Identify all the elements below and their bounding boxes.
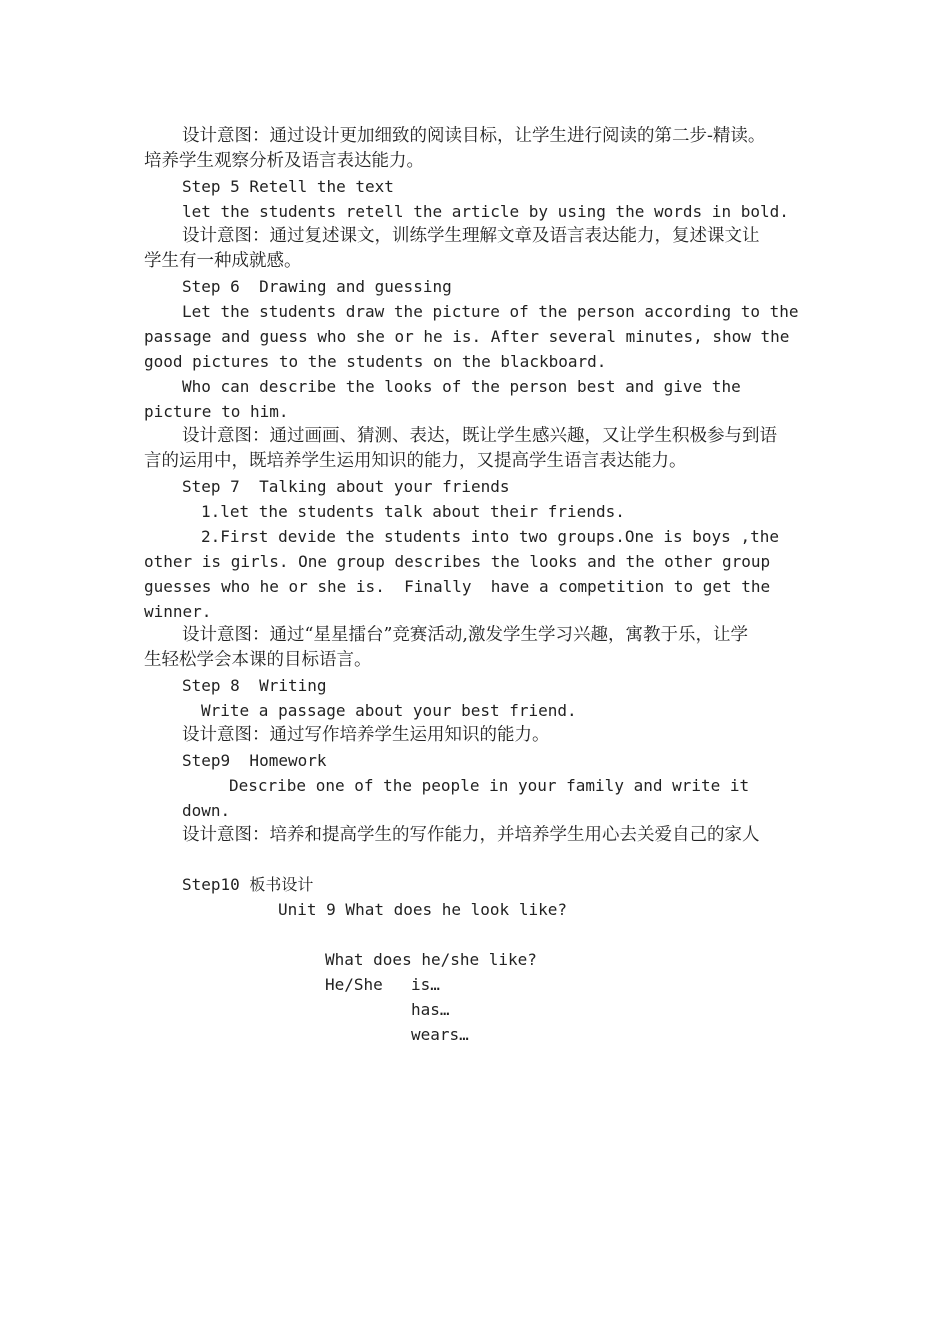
text-line: other is girls. One group describes the looks and the other group <box>144 552 771 571</box>
step-heading: Step 5 Retell the text <box>182 177 394 196</box>
text-line: 学生有一种成就感。 <box>144 251 302 271</box>
text-line: 培养学生观察分析及语言表达能力。 <box>144 151 424 171</box>
board-line: He/She <box>325 975 383 994</box>
board-title: Unit 9 What does he look like? <box>278 900 567 919</box>
text-line: 设计意图：通过“星星擂台”竞赛活动,激发学生学习兴趣，寓教于乐，让学 <box>182 625 748 645</box>
text-line: Let the students draw the picture of the person according to the <box>182 302 799 321</box>
step-heading: Step 6 Drawing and guessing <box>182 277 452 296</box>
text-line: 设计意图：通过写作培养学生运用知识的能力。 <box>182 725 550 745</box>
text-line: winner. <box>144 602 212 621</box>
text-line: 2.First devide the students into two groups.One is boys ,the <box>201 527 779 546</box>
step-heading: Step 8 Writing <box>182 676 327 695</box>
text-line: picture to him. <box>144 402 289 421</box>
text-line: 言的运用中，既培养学生运用知识的能力，又提高学生语言表达能力。 <box>144 451 687 471</box>
text-line: 设计意图：培养和提高学生的写作能力，并培养学生用心去关爱自己的家人 <box>182 825 760 845</box>
text-line: down. <box>182 801 231 820</box>
text-line: guesses who he or she is. Finally have a competition to get the <box>144 577 771 596</box>
board-line: What does he/she like? <box>325 950 537 969</box>
text-line: 生轻松学会本课的目标语言。 <box>144 650 372 670</box>
text-line: good pictures to the students on the blackboard. <box>144 352 607 371</box>
step-heading: Step10 板书设计 <box>182 875 314 894</box>
text-line: Who can describe the looks of the person best and give the <box>182 377 741 396</box>
board-line: wears… <box>411 1025 469 1044</box>
step-heading: Step9 Homework <box>182 751 327 770</box>
text-line: let the students retell the article by using the words in bold. <box>182 202 789 221</box>
text-line: passage and guess who she or he is. After several minutes, show the <box>144 327 790 346</box>
text-line: 设计意图：通过复述课文，训练学生理解文章及语言表达能力，复述课文让 <box>182 226 760 246</box>
step-heading: Step 7 Talking about your friends <box>182 477 510 496</box>
text-line: 设计意图：通过设计更加细致的阅读目标，让学生进行阅读的第二步-精读。 <box>182 126 766 146</box>
text-line: 1.let the students talk about their friends. <box>201 502 625 521</box>
text-line: Write a passage about your best friend. <box>201 701 577 720</box>
board-line: is… <box>411 975 440 994</box>
board-line: has… <box>411 1000 450 1019</box>
text-line: 设计意图：通过画画、猜测、表达，既让学生感兴趣，又让学生积极参与到语 <box>182 426 777 446</box>
text-line: Describe one of the people in your family and write it <box>229 776 750 795</box>
